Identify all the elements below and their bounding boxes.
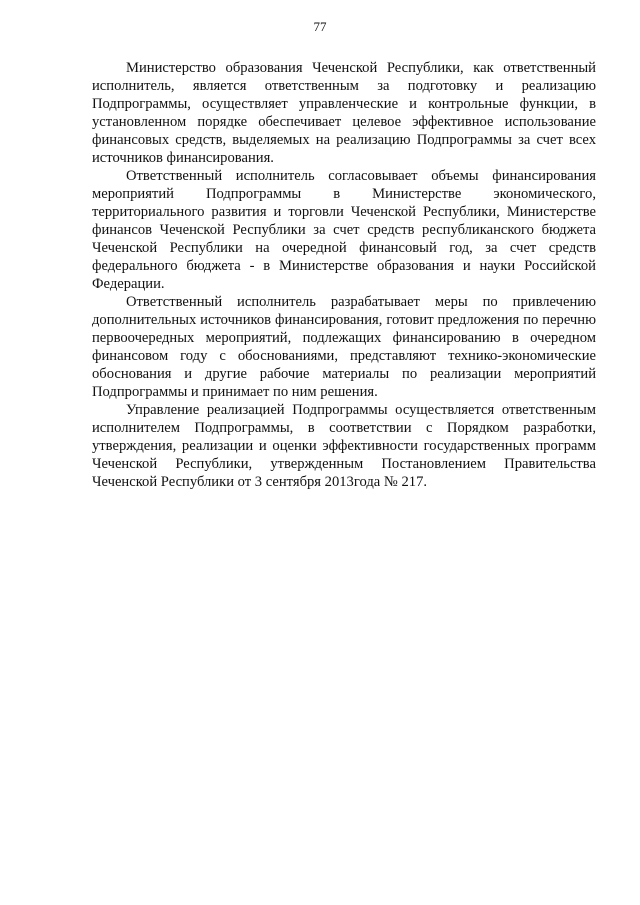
document-body: [92, 59, 596, 491]
paragraph-responsible-executor: Министерство образования Чеченской Республики, как ответственный исполнитель, является ответственным за подготовку и реализацию Подпрограммы, осуществляет управленческие и контрольные функции, в установленном порядке обеспечивает целевое эффективное использование финансовых средств, выделяемых на реализацию Подпрограммы за счет всех источников финансирования.: [92, 60, 596, 166]
paragraph-funding-coordination: Ответственный исполнитель согласовывает объемы финансирования мероприятий Подпрограммы в Министерстве экономического, территориального развития и торговли Чеченской Республики, Министерстве финансов Чеченской Республики за счет средств республиканского бюджета Чеченской Республики на очередной финансовый год, за счет средств федерального бюджета - в Министерстве образования и науки Российской Федерации.: [92, 168, 596, 292]
paragraph-subprogram-management: Управление реализацией Подпрограммы осуществляется ответственным исполнителем Подпрограммы, в соответствии с Порядком разработки, утверждения, реализации и оценки эффективности государственных программ Чеченской Республики, утвержденным Постановлением Правительства Чеченской Республики от 3 сентября 2013года № 217.: [92, 402, 596, 490]
page-number: 77: [313, 19, 327, 34]
paragraph-additional-funding: Ответственный исполнитель разрабатывает меры по привлечению дополнительных источников финансирования, готовит предложения по перечню первоочередных мероприятий, подлежащих финансированию в очередном финансовом году с обоснованиями, представляют технико-экономические обоснования и другие рабочие материалы по реализации мероприятий Подпрограммы и принимает по ним решения.: [92, 294, 596, 400]
